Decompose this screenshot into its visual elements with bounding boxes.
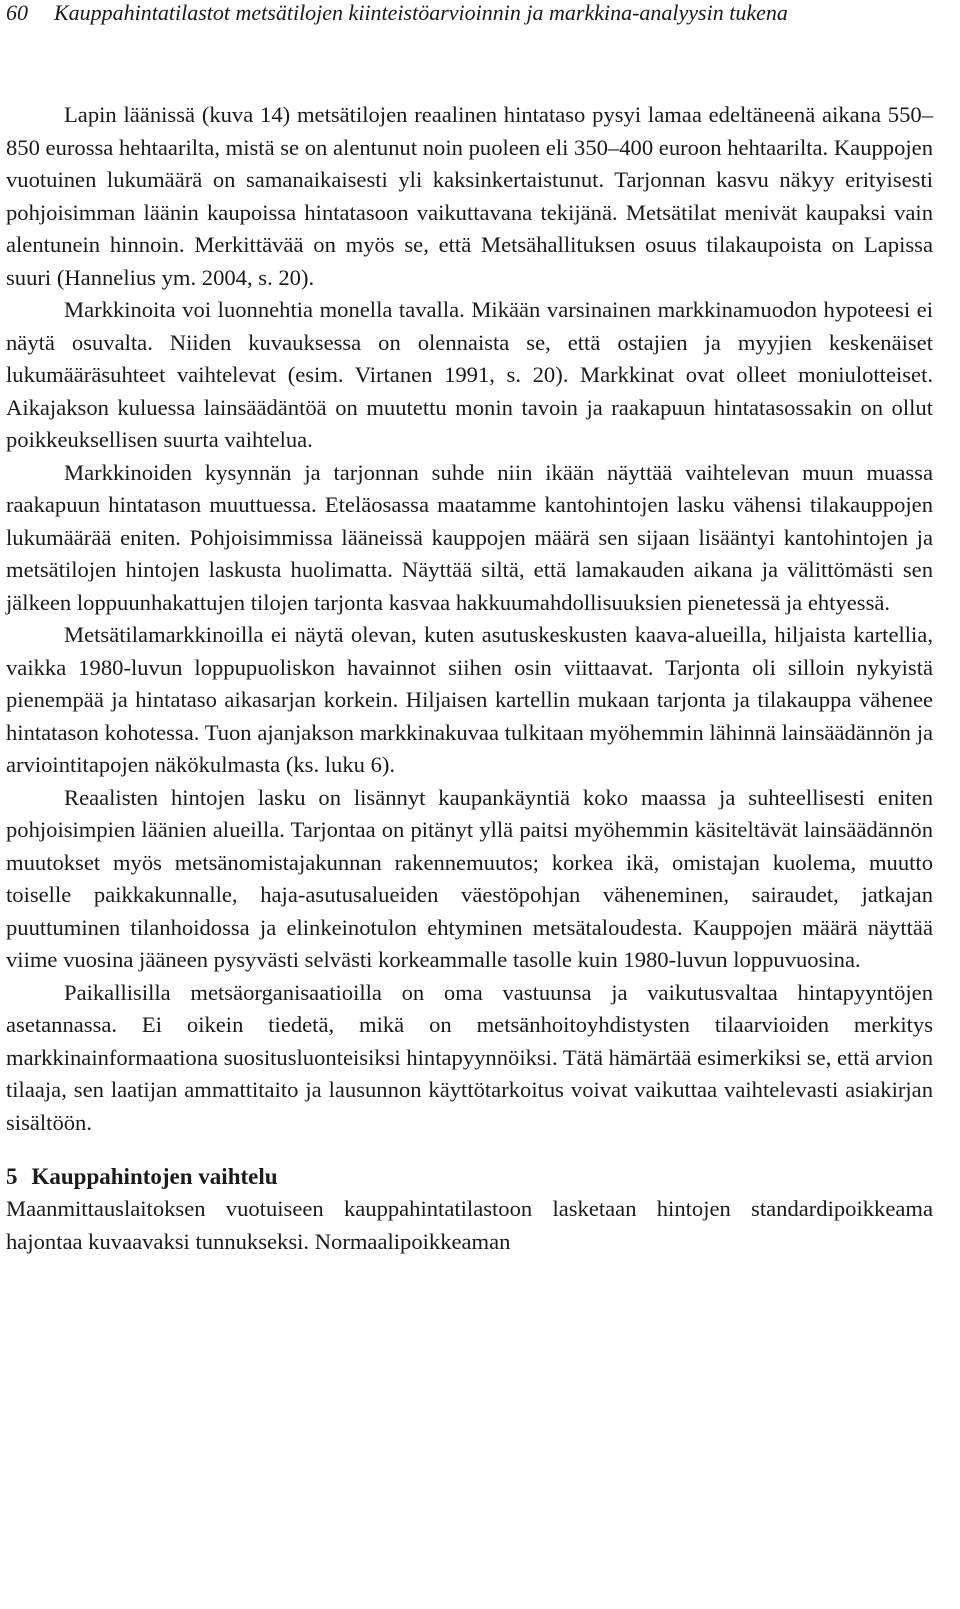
paragraph-6: Paikallisilla metsäorganisaatioilla on oma vastuunsa ja vaikutusvaltaa hintapyyntöjen asetannassa. Ei oikein tiedetä, mikä on metsänhoitoyhdistysten tilaarvioiden merkitys markkinainformaationa suositusluonteisiksi hintapyynnöiksi. Tätä hämärtää esimerkiksi se, että arvion tilaaja, sen laatijan ammattitaito ja lausunnon käyttötarkoitus voivat vaikuttaa vaihtelevasti asiakirjan sisältöön. [6,979,933,1135]
paragraph-3: Markkinoiden kysynnän ja tarjonnan suhde niin ikään näyttää vaihtelevan muun muassa raakapuun hintatason muuttuessa. Eteläosassa maatamme kantohintojen lasku vähensi tilakauppojen lukumäärää eniten. Pohjoisimmissa lääneissä kauppojen määrä sen sijaan lisääntyi kantohintojen ja metsätilojen hintojen laskusta huolimatta. Näyttää siltä, että lamakauden aikana ja välittömästi sen jälkeen loppuunhakattujen tilojen tarjonta kasvaa hakkuumahdollisuuksien pienetessä ja ehtyessä. [6,459,933,615]
paragraph-2: Markkinoita voi luonnehtia monella tavalla. Mikään varsinainen markkinamuodon hypoteesi ei näytä osuvalta. Niiden kuvauksessa on olennaista se, että ostajien ja myyjien keskenäiset lukumääräsuhteet vaihtelevat (esim. Virtanen 1991, s. 20). Markkinat ovat olleet moniulotteiset. Aikajakson kuluessa lainsäädäntöä on muutettu monin tavoin ja raakapuun hintatasossakin on ollut poikkeuksellisen suurta vaihtelua. [6,297,933,452]
paragraph-5: Reaalisten hintojen lasku on lisännyt kaupankäyntiä koko maassa ja suhteellisesti eniten pohjoisimpien läänien alueilla. Tarjontaa on pitänyt yllä paitsi myöhemmin käsiteltävät lainsäädännön muutokset myös metsänomistajakunnan rakennemuutos; korkea ikä, omistajan kuolema, muutto toiselle paikkakunnalle, haja-asutusalueiden väestöpohjan väheneminen, sairaudet, jatkajan puuttuminen tilanhoidossa ja elinkeinotulon ehtyminen metsätaloudesta. Kauppojen määrä näyttää viime vuosina jääneen pysyvästi selvästi korkeammalle tasolle kuin 1980-luvun loppuvuosina. [6,784,933,972]
section-paragraph: Maanmittauslaitoksen vuotuiseen kauppahintatilastoon lasketaan hintojen standardipoikkeama hajontaa kuvaavaksi tunnukseksi. Normaalipoikkeaman [6,1196,933,1254]
section-number: 5 [6,1164,18,1189]
section-heading [6,1161,933,1193]
body-text [6,99,933,1258]
paragraph-1: Lapin läänissä (kuva 14) metsätilojen reaalinen hintataso pysyi lamaa edeltäneenä aikana 550–850 eurossa hehtaarilta, mistä se on alentunut noin puoleen eli 350–400 euroon hehtaarilta. Kauppojen vuotuinen lukumäärä on samanaikaisesti yli kaksinkertaistunut. Tarjonnan kasvu näkyy erityisesti pohjoisimman läänin kaupoissa hintatasoon vaikuttavana tekijänä. Metsätilat menivät kaupaksi vain alentunein hinnoin. Merkittävää on myös se, että Metsähallituksen osuus tilakaupoista on Lapissa suuri (Hannelius ym. 2004, s. 20). [6,102,933,290]
book-title: Kauppahintatilastot metsätilojen kiinteistöarvioinnin ja markkina-analyysin tukena [54,0,788,25]
page-number: 60 [6,0,28,25]
running-head [6,0,788,26]
section-title: Kauppahintojen vaihtelu [31,1164,278,1189]
paragraph-4: Metsätilamarkkinoilla ei näytä olevan, kuten asutuskeskusten kaava-alueilla, hiljaista kartellia, vaikka 1980-luvun loppupuoliskon havainnot siihen osin viittaavat. Tarjonta oli silloin nykyistä pienempää ja hintataso aikasarjan korkein. Hiljaisen kartellin mukaan tarjonta ja tilakauppa vähenee hintatason kohotessa. Tuon ajanjakson markkinakuvaa tulkitaan myöhemmin lähinnä lainsäädännön ja arviointitapojen näkökulmasta (ks. luku 6). [6,622,933,777]
